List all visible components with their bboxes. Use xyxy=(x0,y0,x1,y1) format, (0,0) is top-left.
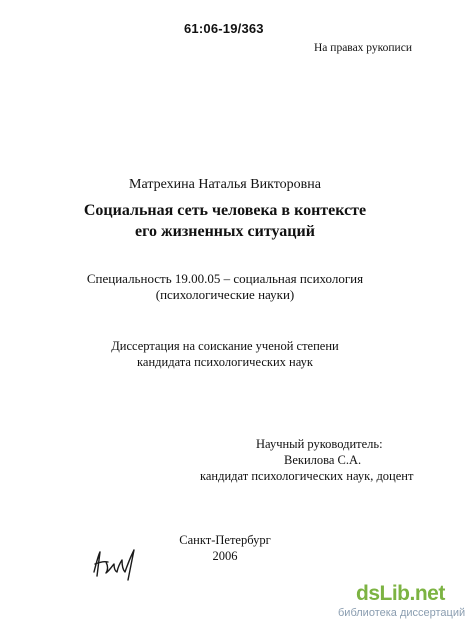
supervisor-name: Векилова С.А. xyxy=(284,453,362,467)
dissertation-title xyxy=(0,200,450,242)
supervisor-block xyxy=(200,436,413,484)
specialty-line: (психологические науки) xyxy=(155,287,295,302)
city: Санкт-Петербург xyxy=(179,533,271,547)
watermark-subtitle: библиотека диссертаций xyxy=(338,607,465,619)
author-name: Матрехина Наталья Викторовна xyxy=(129,177,321,192)
watermark-logo: dsLib.net xyxy=(356,582,445,605)
degree-block xyxy=(0,338,450,370)
supervisor-label: Научный руководитель: xyxy=(256,437,383,451)
supervisor-credentials: кандидат психологических наук, доцент xyxy=(200,469,414,483)
specialty-line: Специальность 19.00.05 – социальная психология xyxy=(86,271,364,286)
degree-line: Диссертация на соискание ученой степени xyxy=(111,339,339,353)
dslib-watermark xyxy=(338,582,465,626)
specialty-block xyxy=(0,271,450,303)
city-year-block xyxy=(0,532,450,564)
archive-code: 61:06-19/363 xyxy=(184,21,264,36)
manuscript-rights-note: На правах рукописи xyxy=(314,42,412,54)
title-line: Социальная сеть человека в контексте xyxy=(83,202,367,219)
degree-line: кандидата психологических наук xyxy=(137,355,313,369)
year: 2006 xyxy=(212,549,238,563)
title-line: его жизненных ситуаций xyxy=(135,223,315,240)
